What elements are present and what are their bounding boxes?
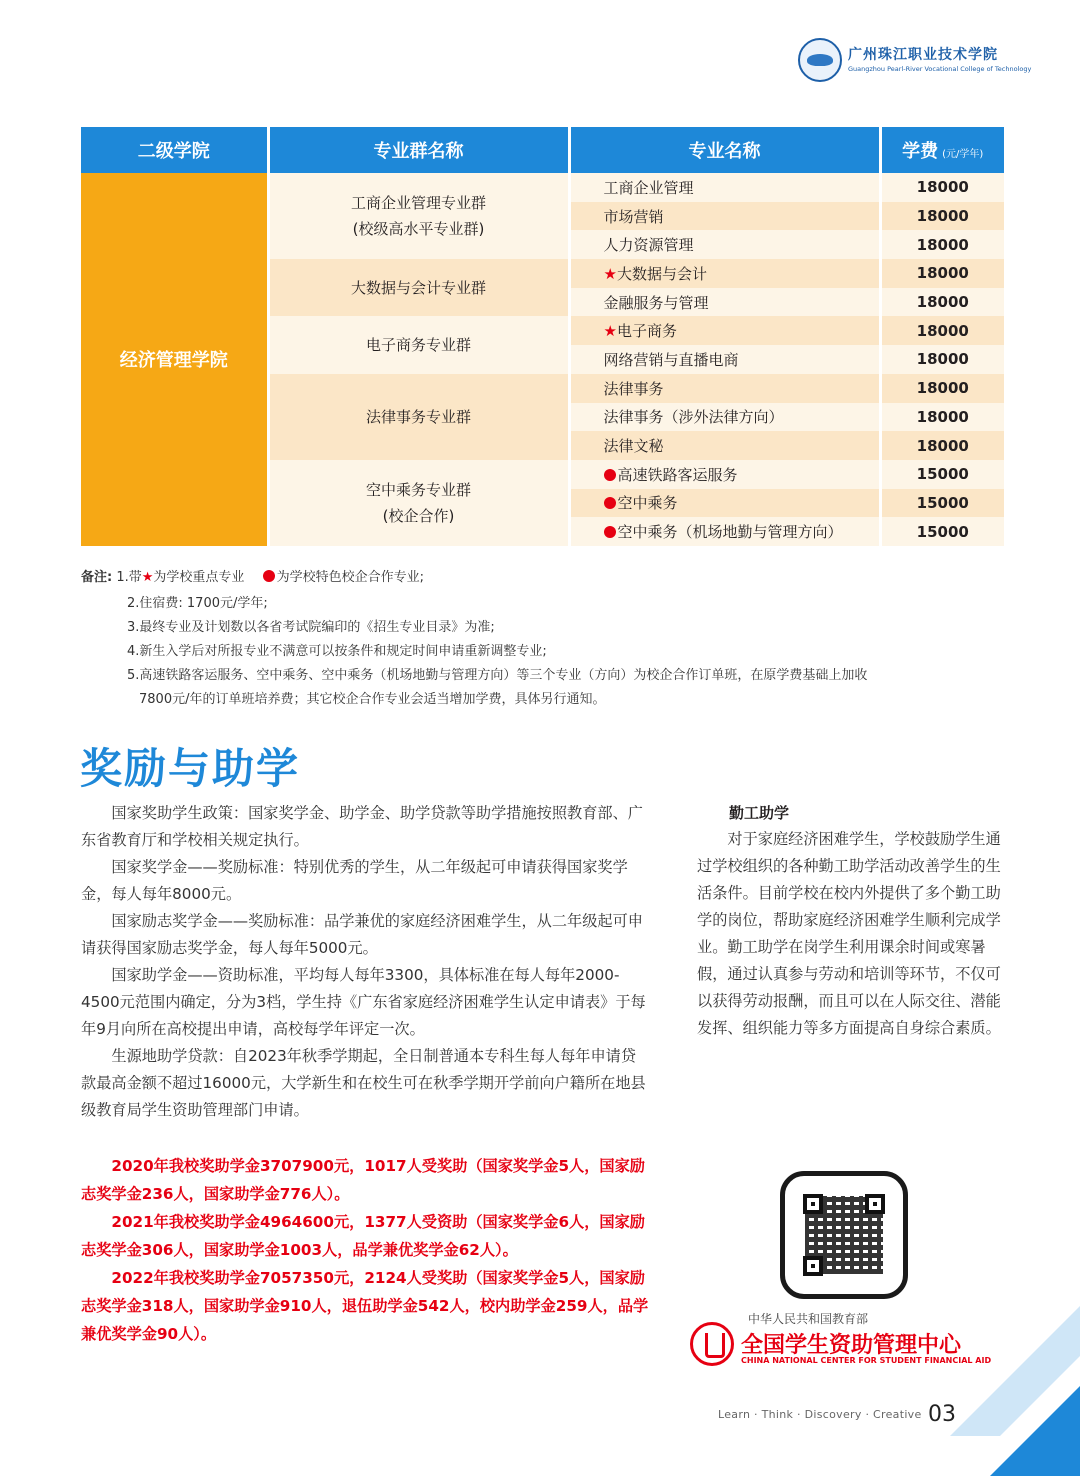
note-1-prefix: 1.带: [116, 570, 142, 585]
note-line-5b: 7800元/年的订单班培养费；其它校企合作专业会适当增加学费，具体另行通知。: [139, 692, 606, 707]
header-college: 二级学院: [81, 127, 268, 173]
note-1-star: 为学校重点专业: [153, 570, 245, 585]
note-line-3: 3.最终专业及计划数以各省考试院编印的《招生专业目录》为准;: [127, 620, 495, 635]
coop-major-dot-icon: [604, 497, 616, 509]
header-fee-unit: (元/学年): [942, 149, 984, 160]
college-cell: 经济管理学院: [81, 173, 268, 546]
tuition-table: [81, 127, 1004, 546]
school-seal-icon: [798, 38, 842, 82]
fee-cell: 18000: [880, 259, 1004, 288]
group-sub: (校企合作): [382, 506, 455, 525]
header-fee-label: 学费: [902, 141, 939, 162]
group-cell: [268, 460, 569, 546]
page-number: 03: [928, 1402, 956, 1427]
qr-finder: [803, 1256, 823, 1276]
note-line-2: 2.住宿费: 1700元/学年;: [127, 596, 268, 611]
group-name: 电子商务专业群: [365, 336, 471, 355]
key-major-star-icon: ★: [603, 322, 617, 341]
dot-legend-icon: [263, 570, 275, 582]
group-name: 空中乘务专业群: [365, 480, 471, 499]
group-cell: [268, 316, 569, 373]
stat-2022: 2022年我校奖助学金7057350元，2124人受奖助（国家奖学金5人，国家励志奖学金318人，国家助学金910人，退伍助学金542人，校内助学金259人，品学兼优奖学金90人）。: [81, 1269, 649, 1343]
coop-major-dot-icon: [604, 469, 616, 481]
policy-paragraph: 国家励志奖学金——奖励标准：品学兼优的家庭经济困难学生，从二年级起可申请获得国家励志奖学金，每人每年5000元。: [81, 912, 643, 957]
fee-cell: 18000: [880, 173, 1004, 202]
fee-cell: 15000: [880, 460, 1004, 489]
note-1-dot: 为学校特色校企合作专业;: [276, 570, 424, 585]
policy-paragraph: 国家助学金——资助标准，平均每人每年3300，具体标准在每人每年2000-4500元范围内确定，分为3档，学生持《广东省家庭经济困难学生认定申请表》于每年9月向所在高校提出申请，高校每学年评定一次。: [81, 966, 646, 1038]
group-cell: [268, 374, 569, 460]
major-name: 大数据与会计: [616, 264, 707, 283]
corner-decoration: [930, 1286, 1080, 1476]
qr-finder: [803, 1194, 823, 1214]
agency-ministry: 中华人民共和国教育部: [748, 1312, 869, 1326]
table-row: [81, 173, 1004, 202]
policy-paragraph: 国家奖学金——奖励标准：特别优秀的学生，从二年级起可申请获得国家奖学金，每人每年8000元。: [81, 858, 628, 903]
agency-name: 全国学生资助管理中心: [741, 1333, 962, 1358]
policy-paragraph: 国家奖助学生政策：国家奖学金、助学金、助学贷款等助学措施按照教育部、广东省教育厅和学校相关规定执行。: [81, 804, 643, 849]
header-fee: [880, 127, 1004, 173]
section-title: 奖励与助学: [80, 744, 301, 793]
major-name: 高速铁路客运服务: [617, 465, 738, 484]
fee-cell: 18000: [880, 230, 1004, 259]
notes-label: 备注:: [81, 570, 113, 585]
header-major: 专业名称: [569, 127, 880, 173]
fee-cell: 15000: [880, 489, 1004, 518]
stat-2021: 2021年我校奖助学金4964600元，1377人受资助（国家奖学金6人，国家励志奖学金306人，国家助学金1003人，品学兼优奖学金62人）。: [81, 1213, 645, 1259]
major-cell: [569, 316, 880, 345]
group-cell: [268, 173, 569, 259]
table-header-row: [81, 127, 1004, 173]
fee-cell: 18000: [880, 431, 1004, 460]
note-line-5a: 5.高速铁路客运服务、空中乘务、空中乘务（机场地勤与管理方向）等三个专业（方向）为校企合作订单班，在原学费基础上加收: [127, 668, 868, 683]
group-sub: (校级高水平专业群): [352, 220, 485, 239]
star-legend-icon: ★: [141, 570, 154, 585]
major-cell: [569, 259, 880, 288]
work-study-paragraph: 对于家庭经济困难学生，学校鼓励学生通过学校组织的各种勤工助学活动改善学生的生活条件。目前学校在校内外提供了多个勤工助学的岗位，帮助家庭经济困难学生顺利完成学业。勤工助学在岗学生利用课余时间或寒暑假，通过认真参与劳动和培训等环节，不仅可以获得劳动报酬，而且可以在人际交往、潜能发挥、组织能力等多方面提高自身综合素质。: [697, 830, 1001, 1037]
major-cell: 金融服务与管理: [569, 288, 880, 317]
major-cell: 人力资源管理: [569, 230, 880, 259]
fee-cell: 18000: [880, 345, 1004, 374]
fee-cell: 18000: [880, 403, 1004, 432]
major-cell: [569, 460, 880, 489]
header-group: 专业群名称: [268, 127, 569, 173]
note-line-1: [81, 566, 424, 585]
major-name: 空中乘务: [617, 494, 678, 513]
major-cell: 市场营销: [569, 202, 880, 231]
school-logo: [798, 38, 1048, 84]
agency-emblem-icon: [690, 1322, 734, 1366]
policy-paragraph: 生源地助学贷款：自2023年秋季学期起，全日制普通本专科生每人每年申请贷款最高金额不超过16000元，大学新生和在校生可在秋季学期开学前向户籍所在地县级教育局学生资助管理部门申请。: [81, 1047, 646, 1119]
fee-cell: 18000: [880, 316, 1004, 345]
key-major-star-icon: ★: [603, 264, 617, 283]
major-name: 空中乘务（机场地勤与管理方向）: [617, 523, 843, 542]
policy-text: [81, 800, 649, 1124]
fee-cell: 18000: [880, 374, 1004, 403]
qr-code-icon: [780, 1171, 908, 1299]
note-line-4: 4.新生入学后对所报专业不满意可以按条件和规定时间申请重新调整专业;: [127, 644, 547, 659]
group-name: 工商企业管理专业群: [350, 194, 486, 213]
fee-cell: 15000: [880, 517, 1004, 546]
major-cell: 法律事务（涉外法律方向）: [569, 403, 880, 432]
major-cell: 法律文秘: [569, 431, 880, 460]
funding-stats: [81, 1152, 649, 1348]
major-cell: [569, 517, 880, 546]
major-cell: 网络营销与直播电商: [569, 345, 880, 374]
footer-slogan: Learn · Think · Discovery · Creative: [718, 1408, 922, 1421]
agency-name-en: CHINA NATIONAL CENTER FOR STUDENT FINANCIAL AID: [741, 1356, 992, 1365]
major-cell: 工商企业管理: [569, 173, 880, 202]
group-cell: [268, 259, 569, 316]
group-name: 法律事务专业群: [365, 407, 471, 426]
major-cell: [569, 489, 880, 518]
work-study-title: 勤工助学: [729, 804, 790, 822]
fee-cell: 18000: [880, 202, 1004, 231]
major-cell: 法律事务: [569, 374, 880, 403]
school-name-en: Guangzhou Pearl-River Vocational College of Technology: [848, 65, 1032, 73]
school-name-cn: 广州珠江职业技术学院: [848, 47, 998, 63]
qr-finder: [865, 1194, 885, 1214]
major-name: 电子商务: [616, 322, 677, 341]
group-name: 大数据与会计专业群: [350, 278, 486, 297]
work-study-text: [697, 826, 1007, 1042]
stat-2020: 2020年我校奖助学金3707900元，1017人受奖助（国家奖学金5人，国家励志奖学金236人，国家助学金776人）。: [81, 1157, 645, 1203]
fee-cell: 18000: [880, 288, 1004, 317]
coop-major-dot-icon: [604, 526, 616, 538]
